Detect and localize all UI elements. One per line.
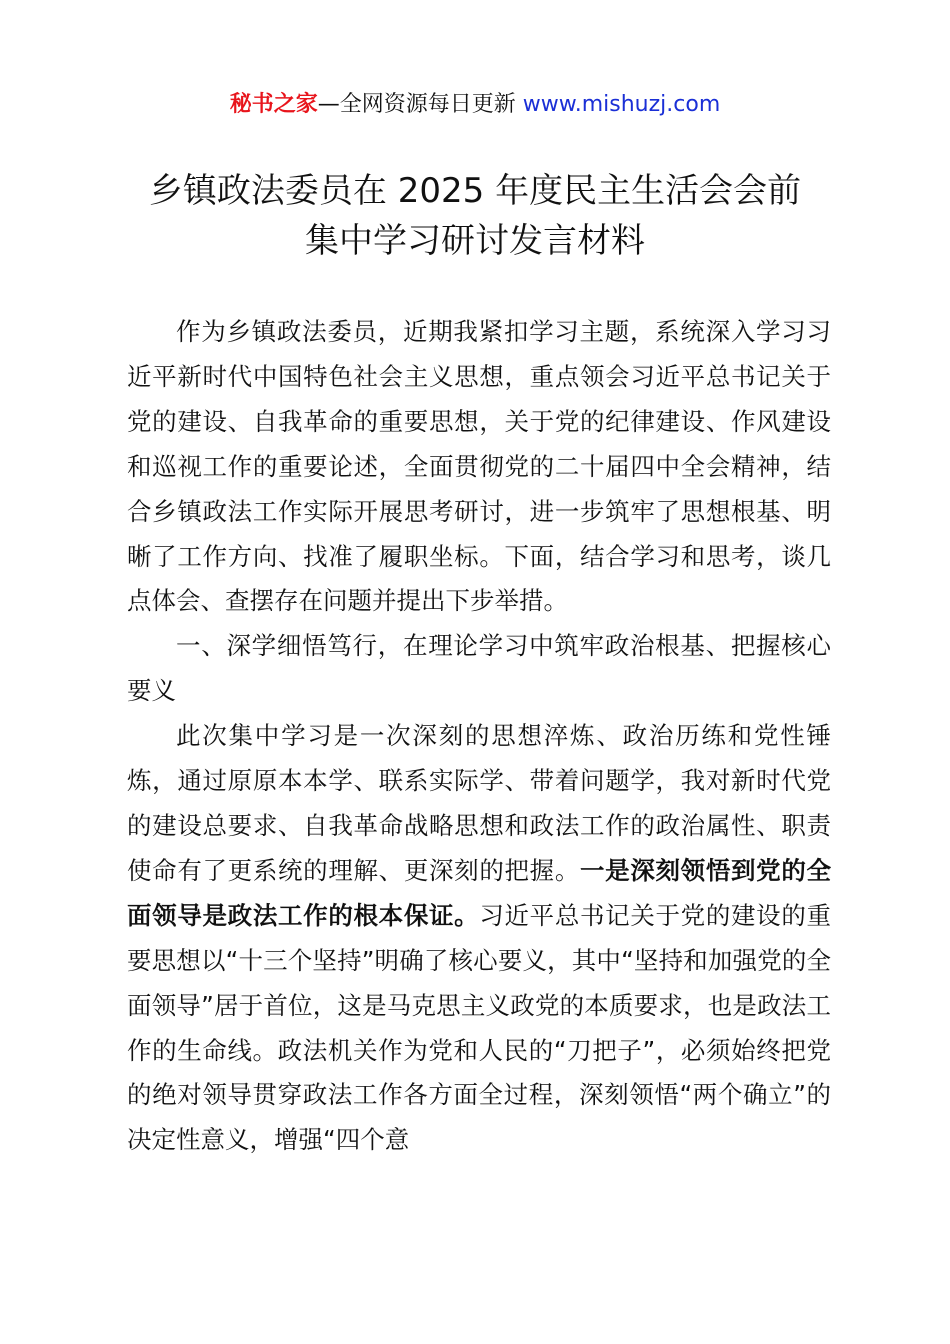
- title-line-2: 集中学习研讨发言材料: [305, 221, 645, 261]
- title-line-1: 乡镇政法委员在 2025 年度民主生活会会前: [148, 171, 802, 211]
- section-1-heading: 一、深学细悟笃行，在理论学习中筑牢政治根基、把握核心要义: [127, 631, 831, 706]
- intro-paragraph: 作为乡镇政法委员，近期我紧扣学习主题，系统深入学习习近平新时代中国特色社会主义思想，重点领会习近平总书记关于党的建设、自我革命的重要思想，关于党的纪律建设、作风建设和巡视工作的重要论述，全面贯彻党的二十届四中全会精神，结合乡镇政法工作实际开展思考研讨，进一步筑牢了思想根基、明晰了工作方向、找准了履职坐标。下面，结合学习和思考，谈几点体会、查摆存在问题并提出下步举措。: [127, 317, 831, 616]
- brand-name: 秘书之家: [229, 92, 318, 117]
- document-body: [127, 310, 831, 1163]
- site-url-link[interactable]: www.mishuzj.com: [522, 92, 721, 117]
- site-header: [0, 88, 950, 122]
- point-1-bold-text: 一是深刻领悟到党的全面领导是政法工作的根本保证。: [127, 855, 831, 930]
- header-slogan: —全网资源每日更新: [317, 92, 516, 117]
- document-title: [100, 166, 850, 266]
- section-1-lead-text: 此次集中学习是一次深刻的思想淬炼、政治历练和党性锤炼，通过原原本本学、联系实际学、带着问题学，我对新时代党的建设总要求、自我革命战略思想和政法工作的政治属性、职责使命有了更系统的理解、更深刻的把握。: [127, 721, 831, 885]
- point-1-text: 习近平总书记关于党的建设的重要思想以“十三个坚持”明确了核心要义，其中“坚持和加强党的全面领导”居于首位，这是马克思主义政党的本质要求，也是政法工作的生命线。政法机关作为党和人民的“刀把子”，必须始终把党的绝对领导贯穿政法工作各方面全过程，深刻领悟“两个确立”的决定性意义，增强“四个意: [127, 900, 832, 1155]
- section-1-paragraph: [127, 714, 831, 1163]
